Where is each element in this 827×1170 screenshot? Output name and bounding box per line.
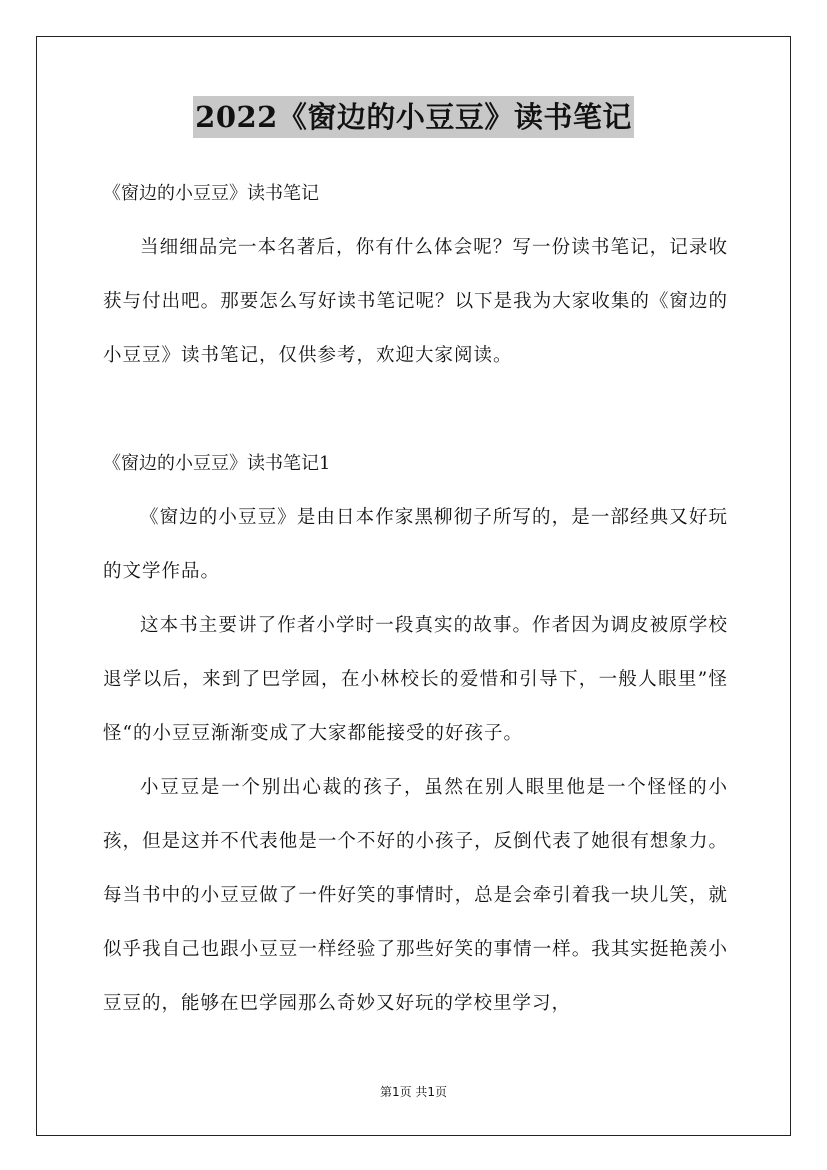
section-heading: 《窗边的小豆豆》读书笔记1 [103,453,331,474]
body-paragraph-3: 小豆豆是一个别出心裁的孩子，虽然在别人眼里他是一个怪怪的小孩，但是这并不代表他是一个不好的小孩子，反倒代表了她很有想象力。每当书中的小豆豆做了一件好笑的事情时，总是会牵引着我一块儿笑，就似乎我自己也跟小豆豆一样经验了那些好笑的事情一样。我其实挺艳羡小豆豆的，能够在巴学园那么奇妙又好玩的学校里学习， [103,777,728,1014]
document-title: 2022《窗边的小豆豆》读书笔记 [193,96,634,138]
title-container [0,96,827,138]
page-footer: 第1页 共1页 [379,1085,448,1099]
intro-paragraph: 当细细品完一本名著后，你有什么体会呢？写一份读书笔记，记录收获与付出吧。那要怎么写好读书笔记呢？以下是我为大家收集的《窗边的小豆豆》读书笔记，仅供参考，欢迎大家阅读。 [103,237,728,366]
body-paragraph-1: 《窗边的小豆豆》是由日本作家黑柳彻子所写的，是一部经典又好玩的文学作品。 [103,507,728,582]
body-paragraph-2: 这本书主要讲了作者小学时一段真实的故事。作者因为调皮被原学校退学以后，来到了巴学园，在小林校长的爱惜和引导下，一般人眼里”怪怪“的小豆豆渐渐变成了大家都能接受的好孩子。 [103,615,728,744]
main-heading: 《窗边的小豆豆》读书笔记 [103,183,319,204]
